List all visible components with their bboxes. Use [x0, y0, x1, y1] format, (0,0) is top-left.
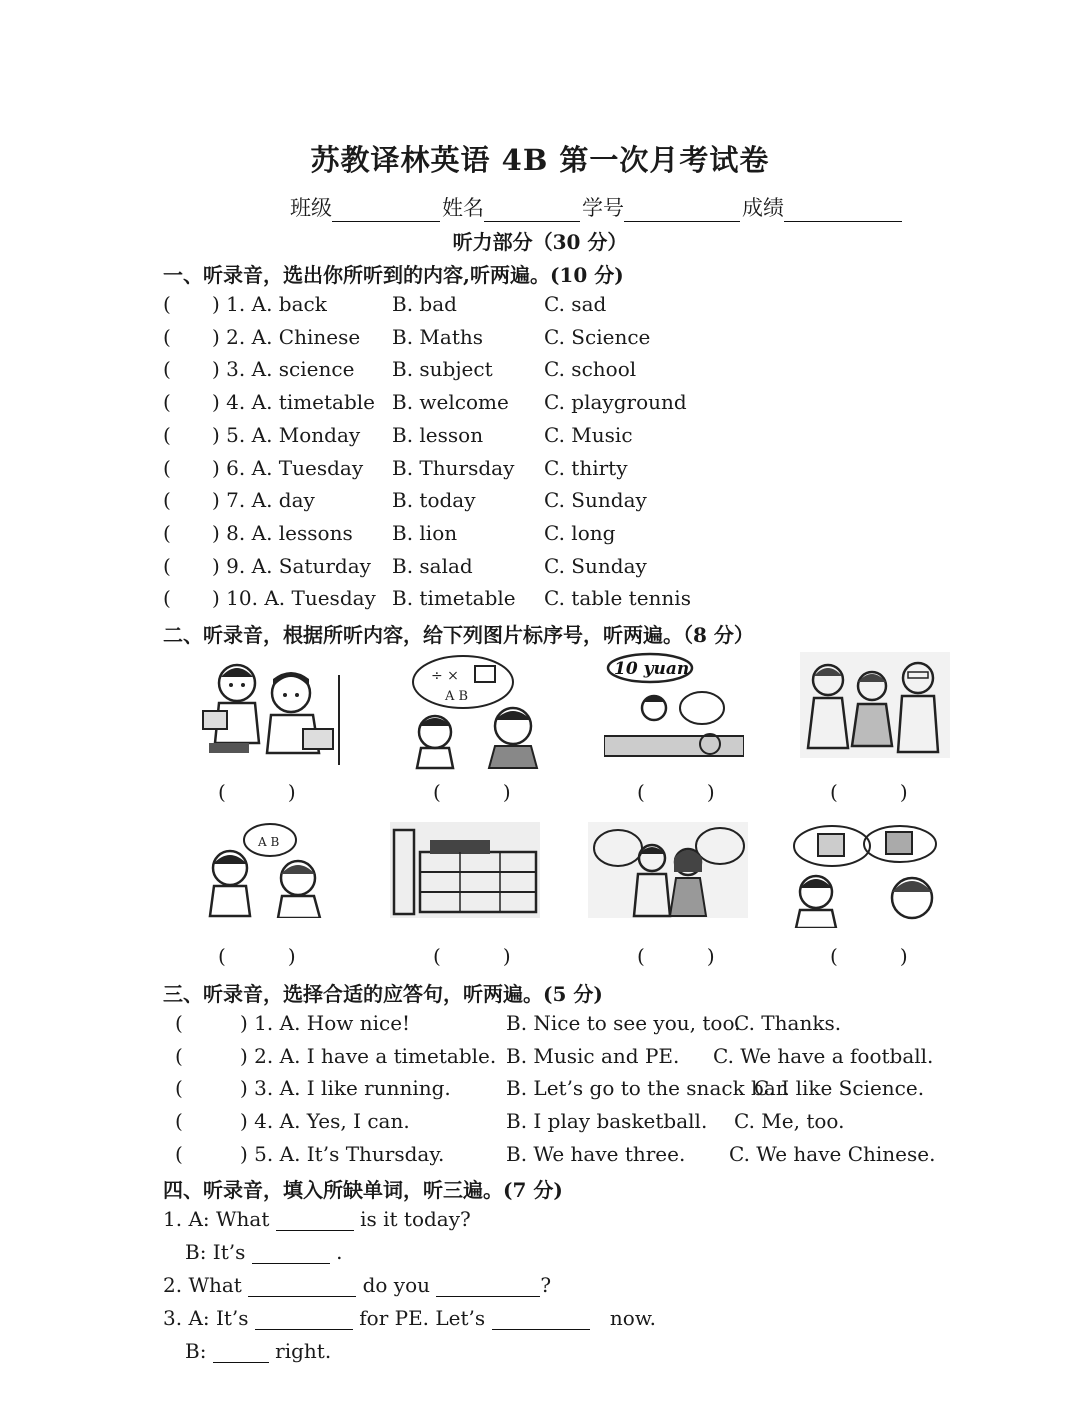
question-number: ) 5. A. It’s Thursday.	[240, 1141, 445, 1166]
option-a: A. back	[251, 292, 327, 316]
picture-family	[800, 652, 950, 758]
option-a: A. day	[251, 488, 315, 513]
blank-q2a[interactable]	[248, 1276, 356, 1297]
option-b: B. bad	[392, 292, 457, 316]
score-label: 成绩	[742, 196, 784, 220]
option-b: B. timetable	[392, 586, 516, 611]
option-c: C. long	[544, 520, 616, 545]
name-field[interactable]	[484, 199, 580, 222]
option-a: A. Tuesday	[251, 455, 364, 480]
answer-paren-3[interactable]: ( )	[637, 780, 715, 804]
option-b: B. Let’s go to the snack bar.	[506, 1076, 790, 1101]
blank-q3c[interactable]	[213, 1342, 269, 1363]
option-b: B. Nice to see you, too.	[506, 1011, 741, 1035]
option-b: B. today	[392, 488, 476, 513]
answer-paren[interactable]: (	[175, 1076, 183, 1101]
option-c: C. Science	[544, 324, 651, 349]
blank-q3a[interactable]	[255, 1309, 353, 1330]
question-number: ) 9. A. Saturday	[212, 553, 371, 578]
option-a: A. Yes, I can.	[279, 1109, 410, 1134]
option-b: B. We have three.	[506, 1141, 686, 1166]
picture-boys-talking	[200, 822, 332, 918]
answer-paren-4[interactable]: ( )	[830, 780, 908, 804]
fill-q1a: 1. A: What is it today?	[163, 1207, 471, 1231]
question-number: ) 1. A. How nice!	[240, 1011, 411, 1035]
answer-paren[interactable]: (	[163, 390, 171, 415]
answer-paren[interactable]: (	[163, 520, 171, 545]
option-c: C. thirty	[544, 455, 628, 480]
answer-paren[interactable]: (	[163, 292, 171, 316]
option-a: A. Chinese	[251, 324, 361, 349]
picture-kids-thinking-maths	[405, 652, 547, 770]
answer-paren[interactable]: (	[175, 1011, 183, 1035]
question-number: ) 10. A. Tuesday	[212, 586, 376, 611]
info-line	[290, 192, 904, 222]
question-number: ) 1. A. back	[212, 292, 327, 316]
question-number: ) 2. A. I have a timetable.	[240, 1043, 497, 1068]
answer-paren[interactable]: (	[163, 553, 171, 578]
svg-text:A B: A B	[258, 835, 280, 849]
option-b: B. Thursday	[392, 455, 515, 480]
page-title: 苏教译林英语 4B 第一次月考试卷	[310, 143, 770, 177]
answer-paren[interactable]: (	[163, 586, 171, 611]
number-field[interactable]	[624, 199, 740, 222]
picture-kids-thinking-art	[788, 822, 946, 928]
answer-paren-7[interactable]: ( )	[637, 944, 715, 968]
question-number: ) 4. A. Yes, I can.	[240, 1109, 410, 1134]
answer-paren-5[interactable]: ( )	[218, 944, 296, 968]
price-bubble-text: 10 yuan	[614, 659, 690, 679]
name-label: 姓名	[442, 196, 484, 220]
class-field[interactable]	[332, 199, 440, 222]
picture-kids-reading	[195, 655, 343, 767]
option-a: A. timetable	[251, 390, 376, 415]
question-number: ) 3. A. science	[212, 357, 355, 382]
answer-paren-1[interactable]: ( )	[218, 780, 296, 804]
question-number: ) 6. A. Tuesday	[212, 455, 364, 480]
question-number: ) 3. A. I like running.	[240, 1076, 451, 1101]
option-b: B. lesson	[392, 422, 484, 447]
option-a: A. Monday	[251, 422, 361, 447]
class-label: 班级	[290, 196, 332, 220]
listening-header: 听力部分（30 分）	[452, 230, 628, 254]
fill-q2: 2. What do you ?	[163, 1273, 552, 1297]
option-c: C. We have a football.	[713, 1043, 934, 1068]
option-a: A. Tuesday	[264, 586, 376, 611]
option-a: A. science	[251, 357, 355, 382]
answer-paren-2[interactable]: ( )	[433, 780, 511, 804]
option-c: C. Thanks.	[734, 1011, 842, 1035]
answer-paren[interactable]: (	[175, 1043, 183, 1068]
question-number: ) 4. A. timetable	[212, 390, 376, 415]
section1-title: 一、听录音，选出你所听到的内容,听两遍。(10 分)	[163, 263, 624, 287]
option-c: C. We have Chinese.	[729, 1141, 936, 1166]
answer-paren[interactable]: (	[175, 1109, 183, 1134]
question-number: ) 2. A. Chinese	[212, 324, 361, 349]
section3-title: 三、听录音，选择合适的应答句，听两遍。(5 分)	[163, 982, 603, 1006]
answer-paren-8[interactable]: ( )	[830, 944, 908, 968]
picture-school-building	[390, 822, 540, 918]
question-number: ) 5. A. Monday	[212, 422, 361, 447]
option-b: B. Maths	[392, 324, 483, 349]
option-b: B. I play basketball.	[506, 1109, 708, 1134]
option-c: C. Me, too.	[734, 1109, 845, 1134]
fill-q3b: B: right.	[185, 1339, 332, 1363]
option-c: C. table tennis	[544, 586, 691, 611]
answer-paren[interactable]: (	[163, 422, 171, 447]
blank-q1a[interactable]	[276, 1210, 354, 1231]
option-a: A. How nice!	[279, 1011, 411, 1035]
option-c: C. Music	[544, 422, 633, 447]
option-c: C. school	[544, 357, 637, 382]
answer-paren[interactable]: (	[163, 455, 171, 480]
option-c: C. Sunday	[544, 553, 647, 578]
option-a: A. It’s Thursday.	[279, 1141, 445, 1166]
option-c: C. sad	[544, 292, 607, 316]
answer-paren-6[interactable]: ( )	[433, 944, 511, 968]
picture-teacher-and-woman	[588, 822, 748, 918]
fill-q3a: 3. A: It’s for PE. Let’s now.	[163, 1306, 656, 1330]
number-label: 学号	[582, 196, 624, 220]
option-a: A. I like running.	[279, 1076, 451, 1101]
section4-title: 四、听录音，填入所缺单词，听三遍。(7 分)	[163, 1178, 563, 1202]
question-number: ) 8. A. lessons	[212, 520, 353, 545]
picture-shop-price	[604, 652, 744, 764]
option-b: B. salad	[392, 553, 473, 578]
option-b: B. subject	[392, 357, 493, 382]
fill-q1b: B: It’s .	[185, 1240, 343, 1264]
svg-text:A B: A B	[445, 689, 469, 704]
section2-title: 二、听录音，根据所听内容，给下列图片标序号，听两遍。（8 分）	[163, 623, 754, 647]
answer-paren[interactable]: (	[175, 1141, 183, 1166]
option-c: C. playground	[544, 390, 687, 415]
option-a: A. I have a timetable.	[279, 1043, 497, 1068]
option-a: A. Saturday	[251, 553, 371, 578]
score-field[interactable]	[784, 199, 902, 222]
svg-text:÷ ×: ÷ ×	[431, 668, 459, 684]
option-c: C. Sunday	[544, 488, 647, 513]
question-number: ) 7. A. day	[212, 488, 315, 513]
answer-paren[interactable]: (	[163, 488, 171, 513]
blank-q3b[interactable]	[492, 1309, 590, 1330]
answer-paren[interactable]: (	[163, 324, 171, 349]
option-b: B. Music and PE.	[506, 1043, 680, 1068]
answer-paren[interactable]: (	[163, 357, 171, 382]
option-a: A. lessons	[251, 520, 353, 545]
option-b: B. welcome	[392, 390, 509, 415]
option-c: C. I like Science.	[754, 1076, 925, 1101]
blank-q2b[interactable]	[436, 1276, 540, 1297]
option-b: B. lion	[392, 520, 458, 545]
blank-q1b[interactable]	[252, 1243, 330, 1264]
